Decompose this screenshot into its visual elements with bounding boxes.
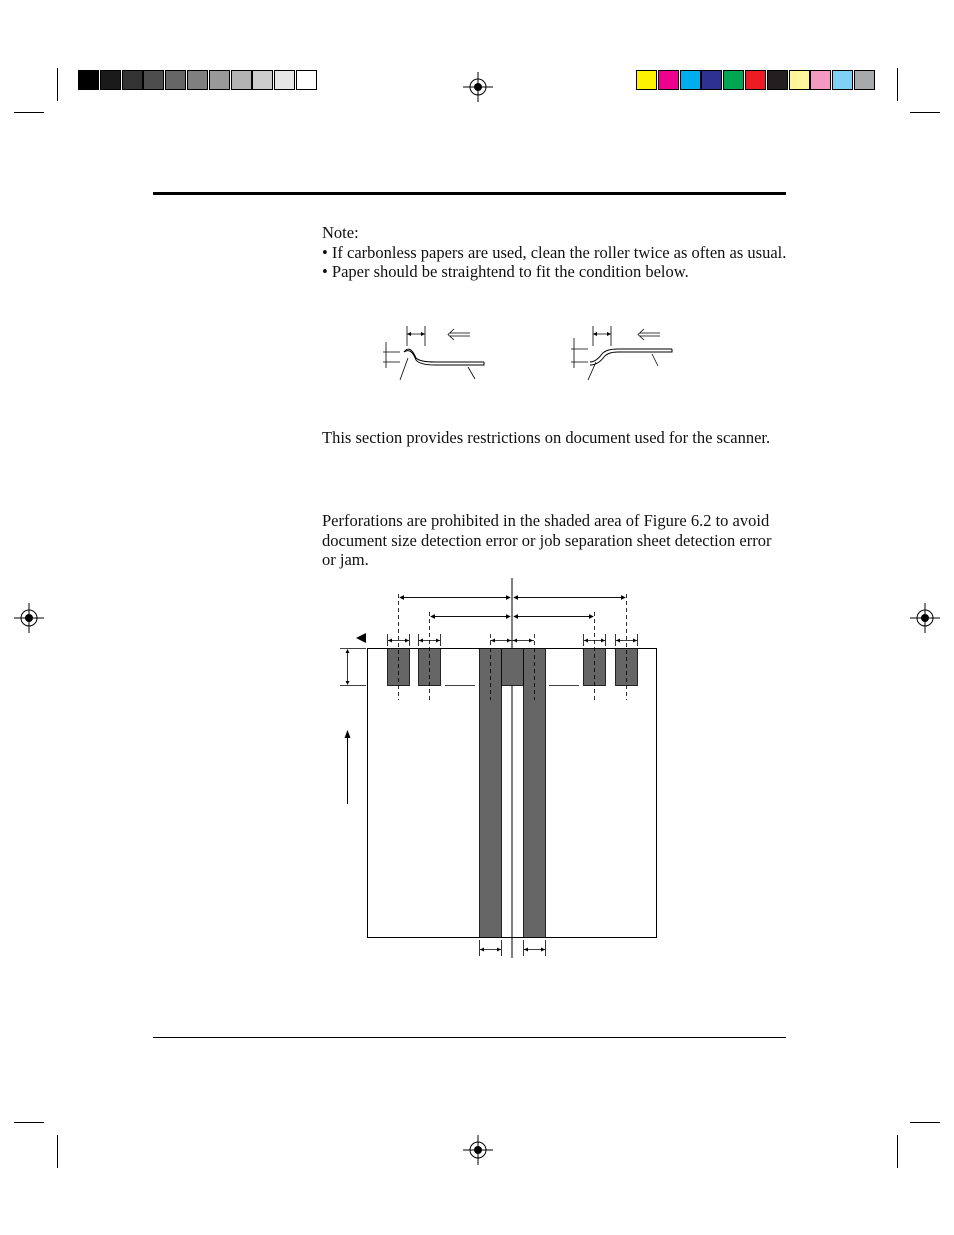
crop-mark — [57, 68, 58, 101]
color-swatch — [723, 70, 744, 90]
crop-mark — [57, 1135, 58, 1168]
section-paragraph: This section provides restrictions on document used for the scanner. — [322, 428, 771, 447]
gray-swatch — [78, 70, 99, 90]
gray-swatch — [100, 70, 121, 90]
crop-mark — [897, 68, 898, 101]
perforation-paragraph-line: document size detection error or job separation sheet detection error — [322, 531, 772, 550]
note-heading: Note: — [322, 223, 359, 242]
registration-target-icon — [14, 603, 44, 633]
color-swatch — [854, 70, 875, 90]
registration-target-icon — [463, 72, 493, 102]
color-swatch — [680, 70, 701, 90]
gray-swatch — [187, 70, 208, 90]
color-swatch — [767, 70, 788, 90]
crop-mark — [910, 112, 940, 113]
color-swatch — [701, 70, 722, 90]
perforation-paragraph-line: or jam. — [322, 550, 369, 569]
paper-curl-up-diagram — [568, 322, 678, 382]
crop-mark — [14, 1122, 44, 1123]
gray-swatch — [209, 70, 230, 90]
color-swatch — [810, 70, 831, 90]
color-swatch — [789, 70, 810, 90]
gray-swatch — [231, 70, 252, 90]
color-swatch — [658, 70, 679, 90]
crop-mark — [910, 1122, 940, 1123]
registration-target-icon — [463, 1135, 493, 1165]
color-swatch — [832, 70, 853, 90]
gray-swatch — [143, 70, 164, 90]
perforation-paragraph-line: Perforations are prohibited in the shaded area of Figure 6.2 to avoid — [322, 511, 770, 530]
color-swatch — [745, 70, 766, 90]
footer-rule — [153, 1037, 786, 1038]
perforation-area-figure — [330, 575, 680, 965]
note-bullet: • Paper should be straightend to fit the condition below. — [322, 262, 689, 281]
note-bullet: • If carbonless papers are used, clean the roller twice as often as usual. — [322, 243, 787, 262]
gray-swatch — [252, 70, 273, 90]
header-rule — [153, 192, 786, 195]
registration-target-icon — [910, 603, 940, 633]
gray-swatch — [296, 70, 317, 90]
gray-swatch — [122, 70, 143, 90]
gray-swatch — [274, 70, 295, 90]
feed-edge-marker-icon — [356, 633, 366, 643]
crop-mark — [897, 1135, 898, 1168]
paper-curl-down-diagram — [380, 322, 490, 382]
gray-swatch — [165, 70, 186, 90]
crop-mark — [14, 112, 44, 113]
color-swatch — [636, 70, 657, 90]
